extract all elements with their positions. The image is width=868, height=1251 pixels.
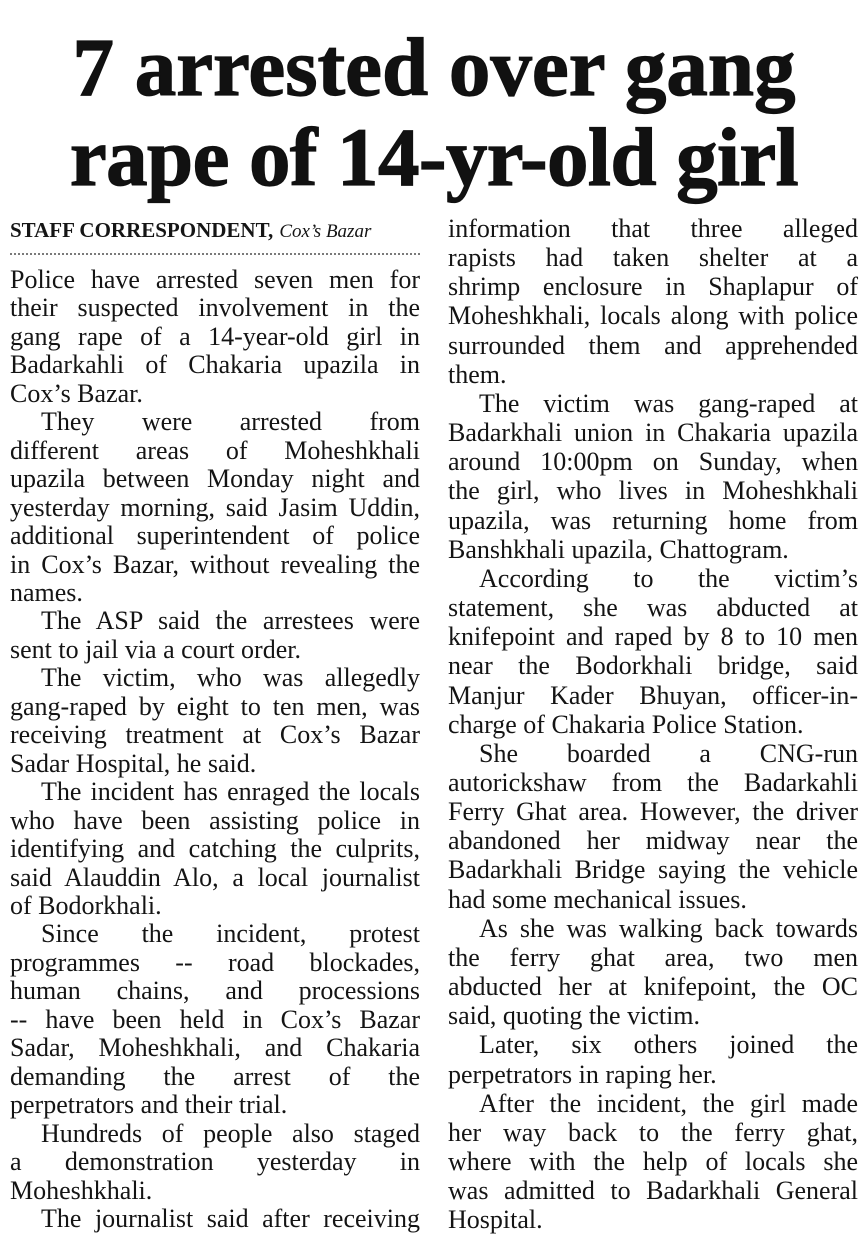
text-line: abandoned her midway near the <box>448 826 858 856</box>
text-line: a demonstration yesterday in <box>10 1147 420 1177</box>
text-line: of Bodorkhali. <box>10 890 162 920</box>
text-line: The ASP said the arrestees were <box>41 606 420 636</box>
text-line: where with the help of locals she <box>448 1147 858 1176</box>
text-line: gang rape of a 14-year-old girl in <box>10 321 420 351</box>
text-line: sent to jail via a court order. <box>10 634 301 664</box>
text-line: Ferry Ghat area. However, the driver <box>448 797 858 827</box>
paragraph-13 <box>448 1030 858 1088</box>
text-line: Hundreds of people also staged <box>41 1118 420 1148</box>
text-line: Sadar, Moheshkhali, and Chakaria <box>10 1033 420 1063</box>
text-line: receiving treatment at Cox’s Bazar <box>10 720 420 750</box>
text-line: said Alauddin Alo, a local journalist <box>10 862 420 892</box>
text-line: around 10:00pm on Sunday, when <box>448 447 858 477</box>
text-line: rapists had taken shelter at a <box>448 243 858 273</box>
text-line: shrimp enclosure in Shaplapur of <box>448 272 858 302</box>
text-line: said, quoting the victim. <box>448 1001 701 1031</box>
paragraph-9 <box>448 389 858 564</box>
text-line: According to the victim’s <box>479 563 858 593</box>
paragraph-1 <box>10 266 420 408</box>
text-line: After the incident, the girl made <box>479 1088 858 1118</box>
text-line: surrounded them and apprehended <box>448 330 858 360</box>
byline-dotted-divider <box>10 253 420 255</box>
text-line: was admitted to Badarkhali General <box>448 1176 858 1206</box>
text-line: Cox’s Bazar. <box>10 378 143 408</box>
article-column-left <box>10 266 420 1233</box>
text-line: The victim, who was allegedly <box>41 663 420 693</box>
paragraph-3 <box>10 607 420 664</box>
text-line: As she was walking back towards <box>479 913 858 943</box>
text-line: Moheshkhali. <box>10 1175 153 1205</box>
headline-line-1: 7 arrested over gang <box>72 21 796 113</box>
text-line: Since the incident, protest <box>41 919 420 949</box>
text-line: She boarded a CNG-run <box>479 738 858 768</box>
text-line: Manjur Kader Bhuyan, officer-in- <box>448 680 858 710</box>
paragraph-11 <box>448 739 858 914</box>
text-line: The victim was gang-raped at <box>479 388 858 418</box>
headline-line-2: rape of 14-yr-old girl <box>69 111 799 203</box>
headline <box>0 22 868 202</box>
paragraph-6 <box>10 920 420 1119</box>
text-line: gang-raped by eight to ten men, was <box>10 691 420 721</box>
text-line: The journalist said after receiving <box>41 1203 420 1233</box>
text-line: information that three alleged <box>448 214 858 243</box>
text-line: different areas of Moheshkhali <box>10 435 420 465</box>
text-line: yesterday morning, said Jasim Uddin, <box>10 492 420 522</box>
text-line: Sadar Hospital, he said. <box>10 748 257 778</box>
text-line: additional superintendent of police <box>10 521 420 551</box>
text-line: near the Bodorkhali bridge, said <box>448 651 858 681</box>
text-line: upazila between Monday night and <box>10 464 420 494</box>
text-line: the ferry ghat area, two men <box>448 942 858 972</box>
text-line: knifepoint and raped by 8 to 10 men <box>448 622 858 652</box>
paragraph-5 <box>10 778 420 920</box>
text-line: their suspected involvement in the <box>10 293 420 323</box>
text-line: Badarkahli of Chakaria upazila in <box>10 350 420 380</box>
text-line: Later, six others joined the <box>479 1030 858 1060</box>
text-line: had some mechanical issues. <box>448 884 747 914</box>
text-line: charge of Chakaria Police Station. <box>448 709 804 739</box>
text-line: The incident has enraged the locals <box>41 777 420 807</box>
text-line: upazila, was returning home from <box>448 505 858 535</box>
paragraph-10 <box>448 564 858 739</box>
paragraph-12 <box>448 914 858 1031</box>
text-line: statement, she was abducted at <box>448 593 858 623</box>
text-line: -- have been held in Cox’s Bazar <box>10 1004 420 1034</box>
text-line: Moheshkhali, locals along with police <box>448 301 858 331</box>
text-line: the girl, who lives in Moheshkhali <box>448 476 858 506</box>
text-line: perpetrators in raping her. <box>448 1059 717 1089</box>
article-column-right <box>448 214 858 1234</box>
byline-location: Cox’s Bazar <box>279 221 372 242</box>
text-line: identifying and catching the culprits, <box>10 834 420 864</box>
text-line: in Cox’s Bazar, without revealing the <box>10 549 420 579</box>
text-line: them. <box>448 359 507 389</box>
text-line: who have been assisting police in <box>10 805 420 835</box>
text-line: Badarkhali union in Chakaria upazila <box>448 418 858 448</box>
byline <box>10 216 420 246</box>
paragraph-14 <box>448 1089 858 1235</box>
text-line: Banshkhali upazila, Chattogram. <box>448 534 789 564</box>
byline-author: STAFF CORRESPONDENT, <box>10 218 274 242</box>
text-line: her way back to the ferry ghat, <box>448 1117 858 1147</box>
text-line: abducted her at knifepoint, the OC <box>448 972 858 1002</box>
text-line: Hospital. <box>448 1205 543 1235</box>
text-line: perpetrators and their trial. <box>10 1090 288 1120</box>
paragraph-8-start <box>10 1205 420 1233</box>
text-line: human chains, and processions <box>10 976 420 1006</box>
paragraph-8-continued <box>448 214 858 389</box>
text-line: demanding the arrest of the <box>10 1061 420 1091</box>
text-line: Police have arrested seven men for <box>10 265 420 294</box>
text-line: programmes -- road blockades, <box>10 947 420 977</box>
paragraph-4 <box>10 664 420 778</box>
text-line: autorickshaw from the Badarkahli <box>448 767 858 797</box>
paragraph-2 <box>10 408 420 607</box>
paragraph-7 <box>10 1120 420 1205</box>
text-line: Badarkhali Bridge saying the vehicle <box>448 855 858 885</box>
text-line: names. <box>10 577 83 607</box>
text-line: They were arrested from <box>41 407 420 437</box>
